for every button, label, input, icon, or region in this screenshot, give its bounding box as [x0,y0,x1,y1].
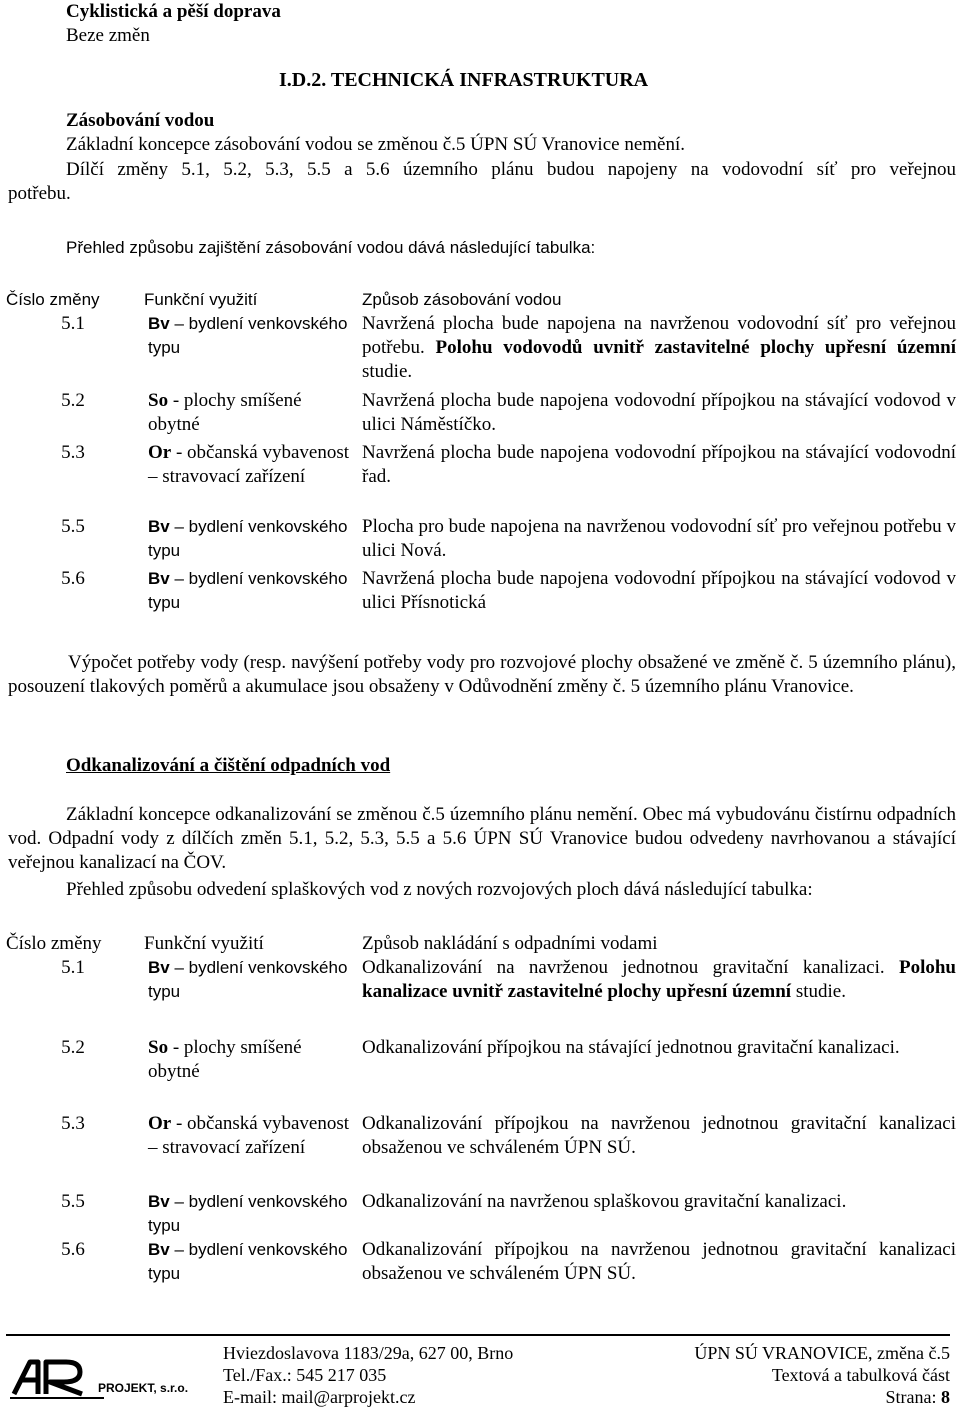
supply-text-tail: studie. [362,361,413,382]
header-cell: Funkční využití [144,290,258,309]
use-code: Or [148,442,172,463]
use-code: Bv [148,569,170,588]
heading-transport-sub: Beze změn [66,25,150,46]
change-number: 5.1 [61,957,85,978]
supply-text: Plocha pro bude napojena na navrženou vodovodní síť pro veřejnou potřebu v ulici Nová. [362,516,956,561]
change-number: 5.5 [61,1191,85,1212]
footer-address: Hviezdoslavova 1183/29a, 627 00, Brno [223,1343,514,1363]
sewage-text: Odkanalizování přípojkou na navrženou jednotnou gravitační kanalizaci obsaženou ve schváleném ÚPN SÚ. [362,1113,956,1158]
use-description: – bydlení venkovského typu [148,1240,348,1283]
use-description: – bydlení venkovského typu [148,569,348,612]
use-code: Bv [148,1240,170,1259]
use-code: Bv [148,517,170,536]
table-row [6,1190,956,1238]
change-number: 5.2 [61,390,85,411]
use-description: – bydlení venkovského typu [148,314,348,357]
water-supply-table [6,288,956,619]
page-label: Strana: [885,1387,941,1407]
change-number: 5.1 [61,313,85,334]
table-row [6,956,956,1036]
supply-text: Navržená plocha bude napojena vodovodní přípojkou na stávající vodovod v ulici Přísnotická [362,568,956,613]
footer-page-indicator [886,1386,951,1408]
use-description: - plochy smíšené obytné [148,390,302,435]
use-description: – bydlení venkovského typu [148,1192,348,1235]
sewage-text: Odkanalizování přípojkou na navrženou jednotnou gravitační kanalizaci obsaženou ve schváleném ÚPN SÚ. [362,1239,956,1284]
sewage-table-intro: Přehled způsobu odvedení splaškových vod z nových rozvojových ploch dává následující tabulka: [66,879,813,900]
table-row [6,1238,956,1290]
footer-doc-title: ÚPN SÚ VRANOVICE, změna č.5 [694,1343,950,1363]
supply-text-bold: Polohu vodovodů uvnitř zastavitelné plochy upřesní územní [435,337,956,358]
table-row [6,567,956,619]
table-row [6,389,956,441]
water-supply-line1: Základní koncepce zásobování vodou se změnou č.5 ÚPN SÚ Vranovice nemění. [66,134,686,155]
water-supply-line2: Dílčí změny 5.1, 5.2, 5.3, 5.5 a 5.6 územního plánu budou napojeny na vodovodní síť pro veřejnou [66,159,956,180]
table-row [6,312,956,389]
change-number: 5.3 [61,442,85,463]
table-row [6,1112,956,1190]
water-supply-line2-cont: potřebu. [8,183,71,204]
logo-text: PROJEKT, s.r.o. [98,1381,189,1395]
footer-doc-part: Textová a tabulková část [771,1365,950,1385]
water-calc-note: Výpočet potřeby vody (resp. navýšení potřeby vody pro rozvojové plochy obsažené ve změně č. 5 územního plánu), posouzení tlakových poměrů a akumulace jsou obsaženy v Odůvodnění změny č. 5 územního plánu Vranovice. [8,652,956,697]
sewage-text-bold: Polohu kanalizace uvnitř zastavitelné plochy upřesní územní [362,957,956,1002]
use-description: - občanská vybavenost – stravovací zařízení [148,1113,350,1158]
change-number: 5.6 [61,1239,85,1260]
footer-divider [6,1334,950,1336]
table-row [6,515,956,567]
change-number: 5.3 [61,1113,85,1134]
sewage-table [6,932,956,1290]
sewage-text: Odkanalizování na navrženou splaškovou gravitační kanalizaci. [362,1191,847,1212]
header-cell: Způsob nakládání s odpadními vodami [362,933,658,954]
page-number: 8 [941,1387,950,1407]
use-description: – bydlení venkovského typu [148,517,348,560]
table-header-row [6,288,956,312]
header-cell: Číslo změny [6,290,100,309]
use-description: - plochy smíšené obytné [148,1037,302,1082]
heading-transport: Cyklistická a pěší doprava [66,1,281,22]
sewage-text: Odkanalizování přípojkou na stávající jednotnou gravitační kanalizaci. [362,1037,900,1058]
use-code: So [148,1037,169,1058]
use-description: – bydlení venkovského typu [148,958,348,1001]
sewage-title: Odkanalizování a čištění odpadních vod [66,755,391,776]
use-code: Bv [148,314,170,333]
change-number: 5.6 [61,568,85,589]
ar-logo-icon [8,1354,108,1400]
water-supply-title: Zásobování vodou [66,110,215,131]
use-code: Bv [148,1192,170,1211]
table-row [6,441,956,515]
sewage-text: Odkanalizování na navrženou jednotnou gravitační kanalizaci. [362,957,899,978]
footer-email: E-mail: mail@arprojekt.cz [223,1387,416,1407]
use-code: Or [148,1113,172,1134]
use-code: Bv [148,958,170,977]
change-number: 5.2 [61,1037,85,1058]
sewage-paragraph: Základní koncepce odkanalizování se změnou č.5 územního plánu nemění. Obec má vybudovánu čistírnu odpadních vod. Odpadní vody z dílčích změn 5.1, 5.2, 5.3, 5.5 a 5.6 ÚPN SÚ Vranovice budou odvedeny navrhovanou a stávající veřejnou kanalizací na ČOV. [8,804,956,873]
supply-text: Navržená plocha bude napojena vodovodní přípojkou na stávající vodovodní řad. [362,442,956,487]
change-number: 5.5 [61,516,85,537]
footer-phone: Tel./Fax.: 545 217 035 [223,1365,387,1385]
company-logo [8,1354,218,1400]
table-row [6,1036,956,1112]
header-cell: Funkční využití [144,933,264,954]
header-cell: Číslo změny [6,933,102,954]
section-title: I.D.2. TECHNICKÁ INFRASTRUKTURA [279,69,649,91]
supply-text: Navržená plocha bude napojena vodovodní přípojkou na stávající vodovod v ulici Náměstíčko. [362,390,956,435]
table-header-row [6,932,956,956]
header-cell: Způsob zásobování vodou [362,290,562,309]
water-table-intro: Přehled způsobu zajištění zásobování vodou dává následující tabulka: [66,238,596,257]
use-code: So [148,390,169,411]
use-description: - občanská vybavenost – stravovací zařízení [148,442,350,487]
sewage-text-tail: studie. [795,981,846,1002]
supply-text: Navržená plocha bude napojena na navrženou vodovodní síť pro veřejnou potřebu. [362,313,956,358]
